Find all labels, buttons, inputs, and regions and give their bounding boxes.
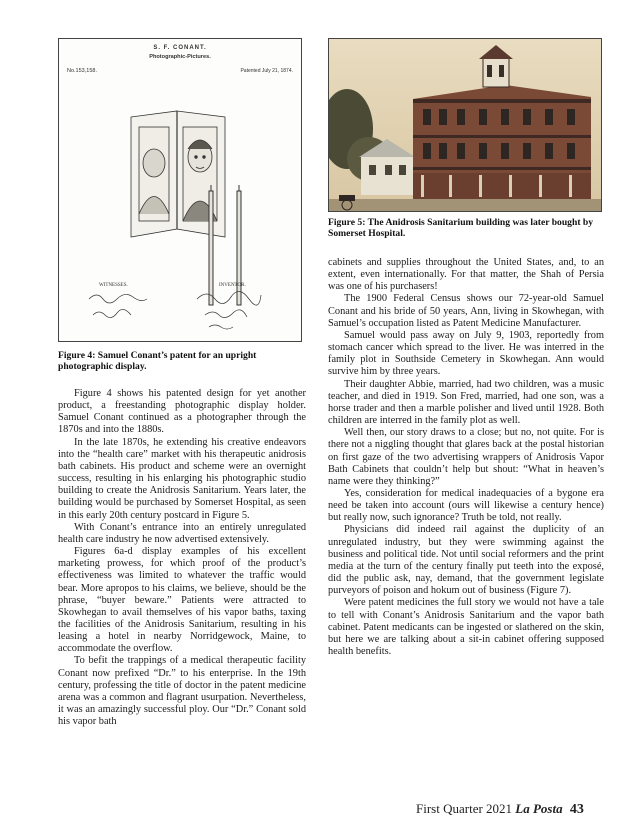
patent-date: Patented July 21, 1874. (240, 68, 293, 74)
right-column-text (328, 257, 604, 658)
body-paragraph: Figure 4 shows his patented design for yet another product, a freestanding photographic display holder. Samuel Conant continued as a photographer through the 1870s and into the 1880s. (58, 388, 306, 436)
body-paragraph: Were patent medicines the full story we would not have a tale to tell with Conant’s Anidrosis Sanitarium and the vapor bath cabinet. Patent medicants can be ingested or slathered on the skin, but here we are talking about a sit-in cabinet offering supposed health benefits. (328, 597, 604, 657)
body-paragraph: To befit the trappings of a medical therapeutic facility Conant now prefixed “Dr.” to his enterprise. In the 19th century, professing the title of doctor in the patent medicine arena was a common and flagrant usurpation. Nevertheless, it was an amazingly successful ploy. Our “Dr.” Conant sold his vapor bath (58, 655, 306, 728)
patent-figure (58, 38, 302, 342)
figure-5-caption: Figure 5: The Anidrosis Sanitarium building was later bought by Somerset Hospital. (328, 217, 594, 239)
body-paragraph: With Conant’s entrance into an entirely unregulated health care industry he now advertised extensively. (58, 521, 306, 545)
body-paragraph-continued: cabinets and supplies throughout the United States, and, to an extent, even internationally. For that matter, the Shah of Persia was one of his purchasers! (328, 257, 604, 293)
body-paragraph: Their daughter Abbie, married, had two children, was a music teacher, and died in 1919. Son Fred, married, had one son, was a horse trader and then a marble polisher and lived until 1928. Both children are interred in the family plot as well. (328, 378, 604, 427)
patent-name: S. F. CONANT. (153, 45, 207, 51)
body-paragraph: Yes, consideration for medical inadequacies of a bygone era need be taken into account (ours will likewise a century hence) but really now, such ignorance? Truth be told, not really. (328, 487, 604, 524)
body-paragraph: In the late 1870s, he extending his creative endeavors into the “health care” market with his therapeutic anidrosis bath cabinets. His product and scheme were an overnight success, resulting in his enlarging his photographic studio building to create the Anidrosis Sanitarium. Years later, the building would be purchased by Somerset Hospital, as seen in this early 20th century postcard in Figure 5. (58, 436, 306, 521)
footer-magazine: La Posta (515, 801, 563, 816)
sanitarium-illustration (329, 39, 602, 212)
patent-number: No.153,158. (67, 68, 97, 74)
body-paragraph: Physicians did indeed rail against the duplicity of an unregulated industry, but they were swimming against the business and political tide. Not until social reformers and the print media at the turn of the century finally put teeth into the exposé, did the public ask, nay, demand, that the government legislate purveyors of poison and hokum out of business (Figure 7). (328, 524, 604, 597)
page-number: 43 (569, 802, 584, 817)
patent-title: Photographic-Pictures. (149, 54, 211, 60)
body-paragraph: Samuel would pass away on July 9, 1903, reportedly from stomach cancer which spread to the liver. He was interred in the family plot in Southside Cemetery in Skowhegan. Ann would survive him by three years. (328, 329, 604, 378)
body-paragraph: Well then, our story draws to a close; but no, not quite. For is there not a niggling thought that glares back at the postal historian on first gaze of the two advertising wrappers of Anidrosis Vapor Bath Cabinets that couldn’t help but shout: “What in heaven’s name were they thinking?” (328, 427, 604, 487)
witnesses-label: WITNESSES. (99, 283, 128, 288)
inventor-label: INVENTOR. (219, 283, 246, 288)
figure-4-caption: Figure 4: Samuel Conant’s patent for an upright photographic display. (58, 350, 257, 372)
footer-issue: First Quarter 2021 (416, 801, 513, 816)
body-paragraph: Figures 6a-d display examples of his excellent marketing prowess, for which proof of the product’s effectiveness was limited to whatever the traffic would bear. More apropos to his claims, we believe, should be the phrase, “buyer beware.” Patients were attracted to Skowhegan to avail themselves of his vapor baths, taxing the facilities of the Anidrosis Sanitarium, resulting in his leasing a hotel in nearby Norridgewock, Maine, to accommodate the overflow. (58, 546, 306, 655)
page-footer (416, 801, 606, 818)
patent-drawing (59, 39, 302, 342)
body-paragraph: The 1900 Federal Census shows our 72-year-old Samuel Conant and his bride of 50 years, Ann, living in Skowhegan, with Samuel’s occupation listed as Patent Medicine Manufacturer. (328, 293, 604, 329)
left-column-text (58, 388, 306, 728)
sanitarium-photo (328, 38, 602, 212)
